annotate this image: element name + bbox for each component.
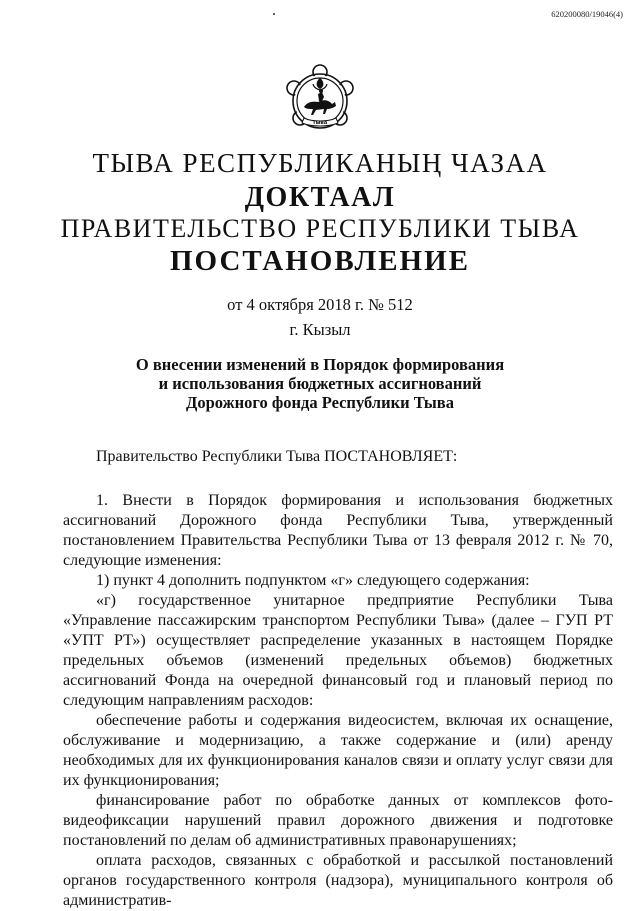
body-paragraph: обеспечение работы и содержания видеосистем, включая их оснащение, обслуживание и модернизацию, а также содержание и (или) аренду необходимых для их функционирования каналов связи и оплату услуг связи для их функционирования; xyxy=(63,712,613,789)
body-paragraph: финансирование работ по обработке данных от комплексов фото-видеофиксации нарушений правил дорожного движения и подготовке постановлений по делам об административных правонарушениях; xyxy=(63,792,613,849)
body-paragraph: «г) государственное унитарное предприятие Республики Тыва «Управление пассажирским транспортом Республики Тыва» (далее – ГУП РТ «УПТ РТ») осуществляет распределение указанных в настоящем Порядке предельных объемов (изменений предельных объемов) бюджетных ассигнований Фонда на очередной финансовый год и плановый период по следующим направлениям расходов: xyxy=(63,592,613,709)
title-line: и использования бюджетных ассигнований xyxy=(158,374,482,393)
document-body xyxy=(63,447,613,911)
city: г. Кызыл xyxy=(289,320,351,339)
date-and-number: от 4 октября 2018 г. № 512 xyxy=(227,295,413,314)
body-paragraph: оплата расходов, связанных с обработкой и рассылкой постановлений органов государственного контроля (надзора), муниципального контроля об административ- xyxy=(63,852,613,909)
document-code: 620200080/19046(4) xyxy=(551,9,623,19)
title-line: Дорожного фонда Республики Тыва xyxy=(186,393,454,412)
header-doktaal: ДОКТААЛ xyxy=(244,182,396,213)
body-paragraph: 1) пункт 4 дополнить подпунктом «г» следующего содержания: xyxy=(96,572,530,589)
scan-speck xyxy=(273,13,275,15)
header-government: ПРАВИТЕЛЬСТВО РЕСПУБЛИКИ ТЫВА xyxy=(60,214,580,243)
title-line: О внесении изменений в Порядок формирования xyxy=(135,355,505,374)
header-tyva-government: ТЫВА РЕСПУБЛИКАНЫҢ ЧАЗАА xyxy=(92,148,548,178)
header-resolution: ПОСТАНОВЛЕНИЕ xyxy=(169,245,470,277)
document-title xyxy=(0,355,640,412)
tuva-emblem-icon xyxy=(280,60,360,140)
emblem-ribbon-text: ТЫВА xyxy=(312,120,328,126)
resolves-paragraph: Правительство Республики Тыва ПОСТАНОВЛЯЕТ: xyxy=(96,448,458,465)
body-paragraph: 1. Внести в Порядок формирования и использования бюджетных ассигнований Дорожного фонда Республики Тыва, утвержденный постановлением Правительства Республики Тыва от 13 февраля 2012 г. № 70, следующие изменения: xyxy=(63,492,613,569)
